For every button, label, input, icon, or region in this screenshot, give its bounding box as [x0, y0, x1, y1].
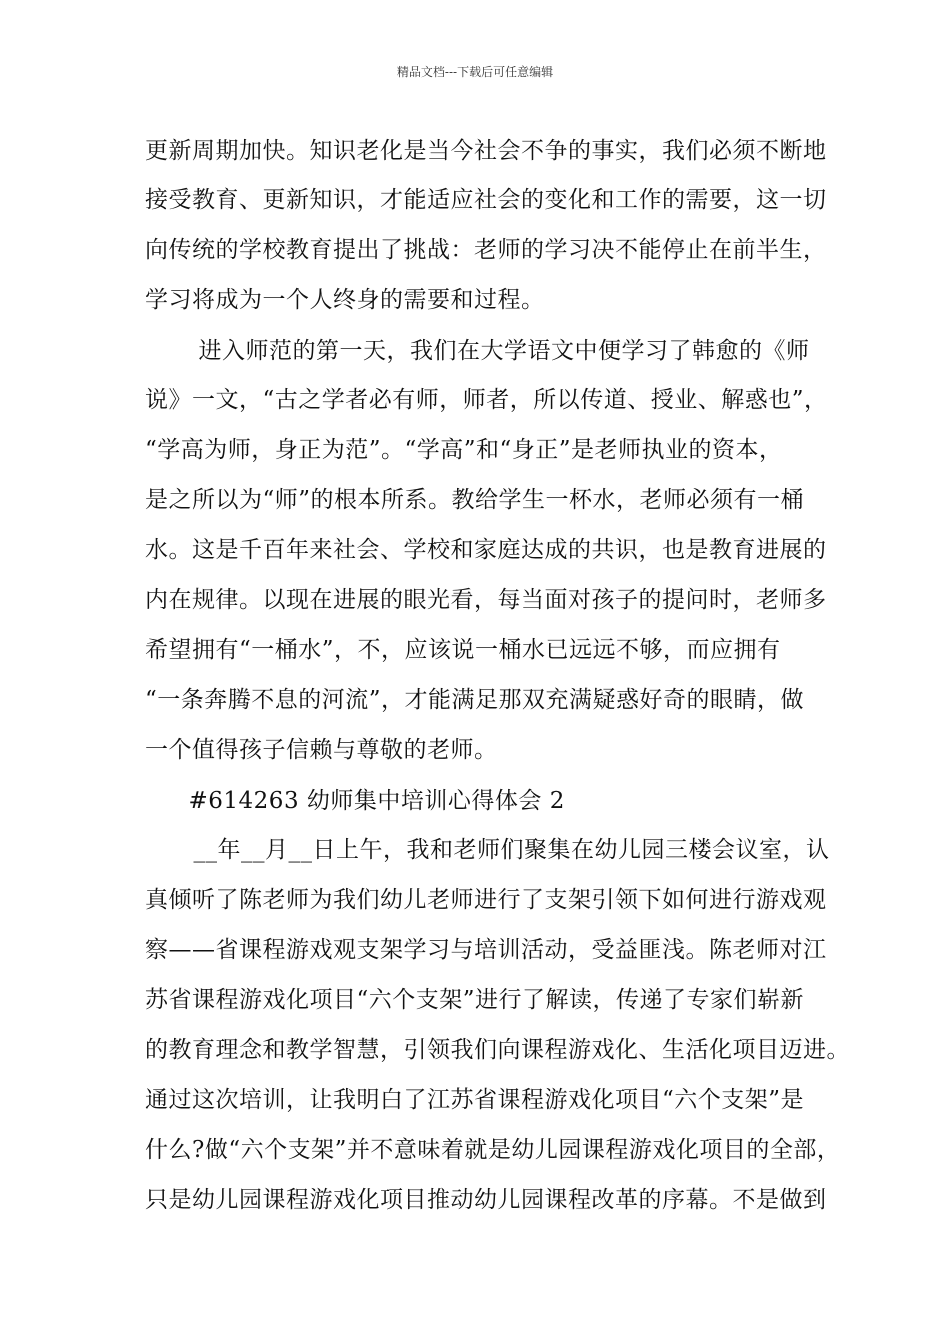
page-header: 精品文档---下载后可任意编辑 — [396, 65, 554, 79]
text-line: “学高为师，身正为范”。“学高”和“身正”是老师执业的资本， — [145, 437, 783, 463]
text-line: 接受教育、更新知识，才能适应社会的变化和工作的需要，这一切 — [145, 187, 827, 213]
text-line: 通过这次培训，让我明白了江苏省课程游戏化项目“六个支架”是 — [145, 1087, 805, 1113]
paragraph-start-line: __年__月__日上午，我和老师们聚集在幼儿园三楼会议室，认 — [170, 837, 830, 863]
text-line: “一条奔腾不息的河流”，才能满足那双充满疑惑好奇的眼睛，做 — [145, 687, 805, 713]
text-line: 苏省课程游戏化项目“六个支架”进行了解读，传递了专家们崭新 — [145, 987, 805, 1013]
text-line: 更新周期加快。知识老化是当今社会不争的事实，我们必须不断地 — [145, 138, 827, 164]
text-line: 水。这是千百年来社会、学校和家庭达成的共识，也是教育进展的 — [145, 537, 827, 563]
paragraph-start-line: 进入师范的第一天，我们在大学语文中便学习了韩愈的《师 — [175, 338, 810, 364]
text-line: 向传统的学校教育提出了挑战：老师的学习决不能停止在前半生， — [145, 237, 827, 263]
text-line: 一个值得孩子信赖与尊敬的老师。 — [145, 737, 498, 763]
section-heading: #614263 幼师集中培训心得体会 2 — [165, 788, 565, 814]
text-line: 学习将成为一个人终身的需要和过程。 — [145, 287, 545, 313]
text-line: 只是幼儿园课程游戏化项目推动幼儿园课程改革的序幕。不是做到 — [145, 1187, 827, 1213]
text-line: 说》一文，“古之学者必有师，师者，所以传道、授业、解惑也”， — [145, 387, 828, 413]
text-line: 希望拥有“一桶水”，不，应该说一桶水已远远不够，而应拥有 — [145, 637, 781, 663]
text-line: 内在规律。以现在进展的眼光看，每当面对孩子的提问时，老师多 — [145, 587, 827, 613]
text-line: 是之所以为“师”的根本所系。教给学生一杯水，老师必须有一桶 — [145, 487, 805, 513]
text-line: 真倾听了陈老师为我们幼儿老师进行了支架引领下如何进行游戏观 — [145, 887, 827, 913]
text-line: 察——省课程游戏观支架学习与培训活动，受益匪浅。陈老师对江 — [145, 937, 827, 963]
text-line: 什么?做“六个支架”并不意味着就是幼儿园课程游戏化项目的全部， — [145, 1137, 841, 1163]
text-line: 的教育理念和教学智慧，引领我们向课程游戏化、生活化项目迈进。 — [145, 1037, 850, 1063]
